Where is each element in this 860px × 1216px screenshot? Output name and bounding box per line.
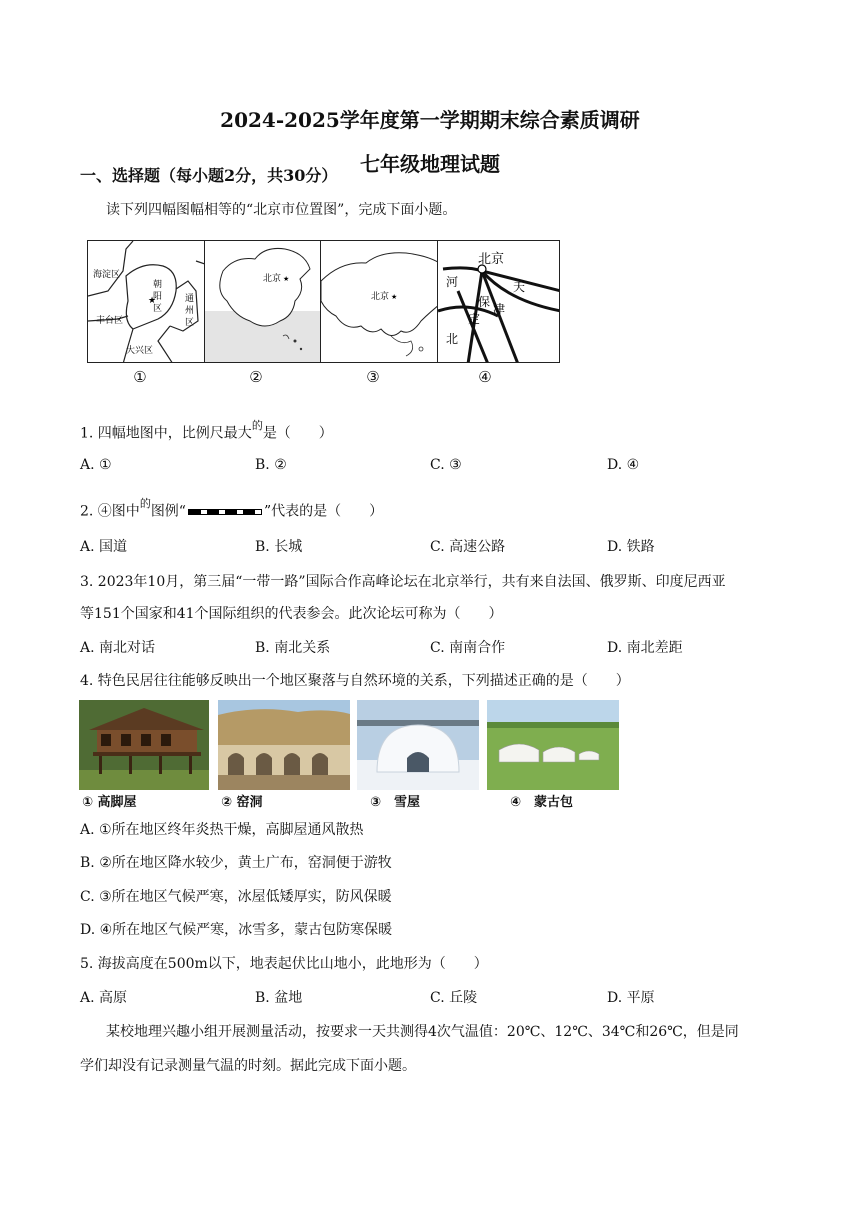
q2-option-a[interactable]: A. 国道 bbox=[80, 539, 128, 555]
q2-option-d[interactable]: D. 铁路 bbox=[607, 539, 655, 555]
question-2-stem: 2. ④图中$^的$图例“ ”代表的是（ ） bbox=[80, 497, 384, 520]
question-5-stem: 5. 海拔高度在500m以下，地表起伏比山地小，此地形为（ ） bbox=[80, 956, 488, 972]
district-label-qu2: 区 bbox=[185, 318, 195, 328]
q5-option-a[interactable]: A. 高原 bbox=[80, 990, 128, 1006]
photo-igloo bbox=[357, 700, 479, 790]
district-label-daxing: 大兴区 bbox=[126, 346, 154, 356]
q1-option-c[interactable]: C. ③ bbox=[430, 457, 462, 473]
photo-cave-dwelling bbox=[218, 700, 350, 790]
jjj-ding-label: 定 bbox=[468, 312, 481, 326]
question-5-options bbox=[80, 987, 780, 1007]
exam-subtitle: 七年级地理试题 bbox=[360, 152, 500, 176]
q1-option-b[interactable]: B. ② bbox=[255, 457, 287, 473]
q5-option-c[interactable]: C. 丘陵 bbox=[430, 990, 478, 1006]
q4-option-d[interactable]: D. ④所在地区气候严寒，冰雪多，蒙古包防寒保暖 bbox=[80, 922, 393, 938]
question-1-stem: 1. 四幅地图中，比例尺最大$^的$是（ ） bbox=[80, 419, 333, 442]
q2-option-b[interactable]: B. 长城 bbox=[255, 539, 303, 555]
asia-map-graphic bbox=[321, 241, 443, 363]
caption-cave-dwelling: ② 窑洞 bbox=[221, 795, 263, 810]
jjj-beijing-label: 北京 bbox=[478, 252, 505, 267]
exam-title: 2024-2025学年度第一学期期末综合素质调研 bbox=[220, 108, 640, 132]
q1-option-a[interactable]: A. ① bbox=[80, 457, 112, 473]
q5-option-d[interactable]: D. 平原 bbox=[607, 990, 655, 1006]
section-heading: 一、选择题（每小题2分，共30分） bbox=[80, 166, 338, 185]
district-label-qu1: 区 bbox=[153, 304, 163, 314]
question-4-stem: 4. 特色民居往往能够反映出一个地区聚落与自然环境的关系，下列描述正确的是（ ） bbox=[80, 673, 630, 689]
district-label-fengtai: 丰台区 bbox=[96, 316, 124, 326]
caption-stilt-house: ① 高脚屋 bbox=[82, 795, 137, 810]
question-3-line1: 3. 2023年10月，第三届“一带一路”国际合作高峰论坛在北京举行，共有来自法国、俄罗斯、印度尼西亚 bbox=[80, 574, 726, 590]
q2-option-c[interactable]: C. 高速公路 bbox=[430, 539, 506, 555]
svg-text:★: ★ bbox=[391, 293, 398, 301]
question-1-options bbox=[80, 457, 780, 477]
jjj-bao-label: 保 bbox=[478, 295, 491, 309]
svg-text:★: ★ bbox=[148, 296, 157, 306]
china-map-graphic bbox=[205, 241, 327, 363]
q5-option-b[interactable]: B. 盆地 bbox=[255, 990, 303, 1006]
q1-option-d[interactable]: D. ④ bbox=[607, 457, 640, 473]
asia-beijing-label: 北京 bbox=[371, 292, 390, 302]
district-label-chao: 朝 bbox=[153, 280, 163, 290]
q4-option-a[interactable]: A. ①所在地区终年炎热干燥，高脚屋通风散热 bbox=[80, 822, 364, 838]
photo-yurt bbox=[487, 700, 619, 790]
svg-text:★: ★ bbox=[283, 275, 290, 283]
question-2-options bbox=[80, 536, 780, 556]
district-label-zhou: 州 bbox=[185, 306, 195, 316]
jjj-he-label: 河 bbox=[446, 275, 459, 289]
q3-option-d[interactable]: D. 南北差距 bbox=[607, 640, 683, 656]
passage-line2: 学们却没有记录测量气温的时刻。据此完成下面小题。 bbox=[80, 1058, 416, 1074]
photo-stilt-house bbox=[79, 700, 209, 790]
maps-intro: 读下列四幅图幅相等的“北京市位置图”，完成下面小题。 bbox=[106, 202, 457, 218]
map-number-2: ② bbox=[249, 368, 263, 386]
district-label-yang: 阳 bbox=[153, 292, 163, 302]
q3-option-a[interactable]: A. 南北对话 bbox=[80, 640, 156, 656]
caption-igloo: ③ 雪屋 bbox=[370, 795, 421, 810]
passage-line1: 某校地理兴趣小组开展测量活动，按要求一天共测得4次气温值：20℃、12℃、34℃和26℃，但是同 bbox=[106, 1024, 739, 1040]
district-label-tong: 通 bbox=[185, 294, 195, 304]
question-3-line2: 等151个国家和41个国际组织的代表参会。此次论坛可称为（ ） bbox=[80, 606, 503, 622]
q3-option-b[interactable]: B. 南北关系 bbox=[255, 640, 331, 656]
q3-option-c[interactable]: C. 南南合作 bbox=[430, 640, 506, 656]
china-beijing-label: 北京 bbox=[263, 274, 282, 284]
jjj-bei-label: 北 bbox=[446, 332, 459, 346]
q4-option-b[interactable]: B. ②所在地区降水较少，黄土广布，窑洞便于游牧 bbox=[80, 855, 392, 871]
map-number-3: ③ bbox=[366, 368, 380, 386]
railway-legend-icon bbox=[188, 509, 262, 515]
map-number-1: ① bbox=[133, 368, 147, 386]
map-3-asia bbox=[320, 240, 443, 363]
district-label-haidian: 海淀区 bbox=[93, 270, 121, 280]
map-4-jingjinji bbox=[437, 240, 560, 363]
q4-option-c[interactable]: C. ③所在地区气候严寒，冰屋低矮厚实，防风保暖 bbox=[80, 889, 392, 905]
caption-yurt: ④ 蒙古包 bbox=[510, 795, 574, 810]
jjj-jin-label: 津 bbox=[493, 302, 506, 316]
question-3-options bbox=[80, 637, 780, 657]
map-number-4: ④ bbox=[478, 368, 492, 386]
jjj-tian-label: 天 bbox=[513, 280, 526, 294]
map-2-china bbox=[204, 240, 327, 363]
district-map-graphic bbox=[88, 241, 210, 363]
jingjinji-map-graphic bbox=[438, 241, 560, 363]
map-1-districts bbox=[87, 240, 210, 363]
